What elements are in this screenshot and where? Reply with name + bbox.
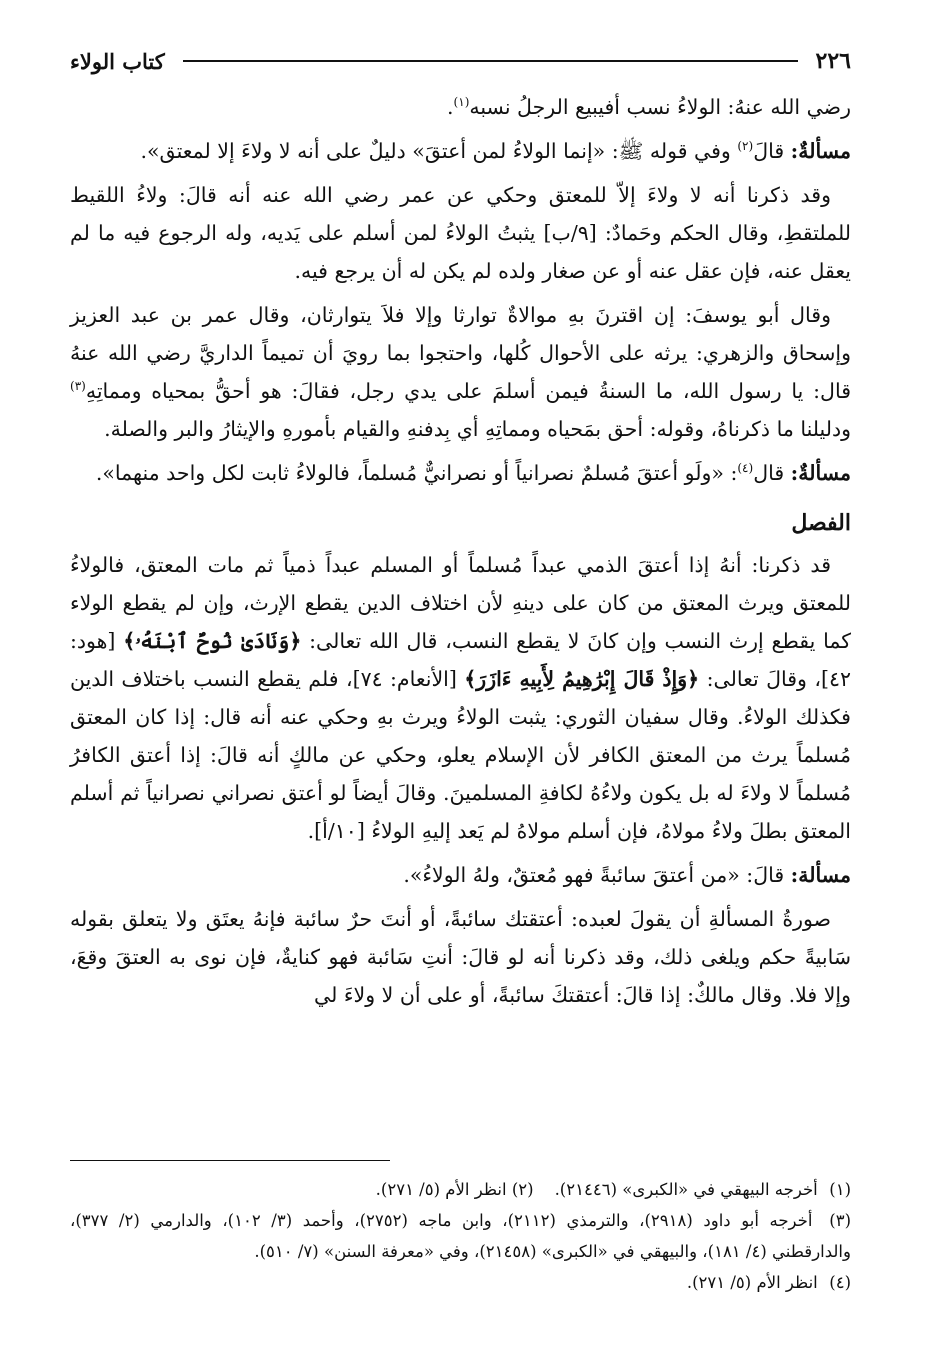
masala-label: مسألة: xyxy=(790,863,851,887)
section-title: الفصل xyxy=(791,510,851,536)
paragraph: مسألةٌ: قالَ$^{(٢)}$ وفي قوله ﷺ: «إنما الولاءُ لمن أعتقَ» دليلٌ على أنه لا ولاءَ إلا لمعتق». xyxy=(140,139,851,163)
footnote-ref: (٢) xyxy=(737,139,754,154)
paragraph: وقال أبو يوسفَ: إن اقترنَ بهِ موالاةٌ توارثا وإلا فلاَ يتوارثان، وقال عمر بن عبد العزيز وإسحاق والزهري: يرثه على الأحوال كُلها، واحتجوا بما رويَ أن تميماً الداريَّ رضي الله عنهُ قال: يا رسول الله، ما السنةُ فيمن أسلمَ على يدي رجل، فقالَ: هو أحقُّ بمحياه ومماتِهِ$^{(٣)}$ ودليلنا ما ذكرناهُ، وقوله: أحق بمَحياه ومماتِهِ أي بِدفنهِ والقيام بأمورهِ والإيثارُ والبر والصلة. xyxy=(70,303,851,441)
page-header xyxy=(70,44,851,78)
paragraph: مسألة: قالَ: «من أعتقَ سائبةً فهو مُعتقٌ، ولهُ الولاءُ». xyxy=(403,863,851,887)
paragraph: صورةُ المسألةِ أن يقولَ لعبده: أعتقتك سائبةً، أو أنتَ حرٌ سائبة فإنهُ يعتَق ولا يتعلق بقوله سَابيةً حكم ويلغى ذلك، وقد ذكرنا أنه لو قالَ: أنتِ سَائبة فهو كنايةٌ، فإن نوى به العتقَ وقعَ، وإلا فلا. وقال مالكٌ: إذا قالَ: أعتقتكَ سائبةً، أو على أن لا ولاءَ لي xyxy=(70,907,851,1007)
paragraph: وقد ذكرنا أنه لا ولاءَ إلاّ للمعتق وحكي عن عمر رضي الله عنه أنه قالَ: ولاءُ اللقيط للملتقطِ، وقال الحكم وحَمادٌ: [٩/ب] يثبتُ الولاءُ لمن أسلم على يَديه، وله الرجوع فيه ما لم يعقل عنه، فإن عقل عنه أو عن صغار ولده لم يكن له أن يرجع فيه. xyxy=(70,183,851,283)
quran-verse: ﴿وَإِذْ قَالَ إِبْرَٰهِيمُ لِأَبِيهِ ءَازَرَ﴾ xyxy=(464,667,700,691)
footnotes xyxy=(70,1160,851,1298)
footnote-ref: (١) xyxy=(453,95,470,110)
footnote: (٣) أخرجه أبو داود (٢٩١٨)، والترمذي (٢١١٢)، وابن ماجه (٢٧٥٢)، وأحمد (٣/ ١٠٢)، والدارمي (٢/ ٣٧٧)، والدارقطني (٤/ ١٨١)، والبيهقي في «الكبرى» (٢١٤٥٨)، وفي «معرفة السنن» (٧/ ٥١٠). xyxy=(70,1211,851,1261)
masala-label: مسألةٌ: xyxy=(790,461,851,485)
footnote: (٤) انظر الأم (٥/ ٢٧١). xyxy=(686,1273,851,1292)
paragraph: رضي الله عنهُ: الولاءُ نسب أفيبيع الرجلُ نسبه$^{(١)}$. xyxy=(447,95,851,119)
book-page xyxy=(70,44,851,1020)
footnote: (١) أخرجه البيهقي في «الكبرى» (٢١٤٤٦). (٢) انظر الأم (٥/ ٢٧١). xyxy=(375,1180,851,1199)
masala-label: مسألةٌ: xyxy=(790,139,851,163)
book-title: كتاب الولاء xyxy=(70,48,165,74)
footnote-ref: (٣) xyxy=(70,379,86,394)
quran-verse: ﴿وَنَادَىٰ نُوحٌ ٱبْنَهُۥ﴾ xyxy=(123,629,302,653)
paragraph: قد ذكرنا: أنهُ إذا أعتقَ الذمي عبداً مُسلماً أو المسلم عبداً ذمياً ثم مات المعتق، فالولاءُ للمعتق ويرث المعتق من كان على دينهِ لأن اختلاف الدين يقطع الإرث، وإن لم يقطع الولاء كما يقطع إرث النسب وإن كانَ لا يقطع النسب، قال الله تعالى: ﴿وَنَادَىٰ نُوحٌ ٱبْنَهُۥ﴾ [هود: ٤٢]، وقالَ تعالى: ﴿وَإِذْ قَالَ إِبْرَٰهِيمُ لِأَبِيهِ ءَازَرَ﴾ [الأنعام: ٧٤]، فلم يقطع النسب باختلاف الدين فكذلك الولاءُ. وقال سفيان الثوري: يثبت الولاءُ ويرث بهِ وحكي عنه أنه قال: إذا كان المعتق مُسلماً يرث من المعتق الكافر لأن الإسلام يعلو، وحكي عن مالكٍ أنه قالَ: إذا أعتق الكافرُ مُسلماً لا ولاءَ له بل يكون ولاءُهُ لكافةِ المسلمينَ. وقالَ أيضاً لو أعتق نصراني نصرانياً ثم أسلم المعتق بطلَ ولاءُ مولاهُ، فإن أسلم مولاهُ لم يَعد إليهِ الولاءُ [١٠/أ]. xyxy=(70,553,851,843)
page-number: ٢٢٦ xyxy=(815,48,851,74)
paragraph: مسألةٌ: قال$^{(٤)}$: «ولَو أعتقَ مُسلمٌ نصرانياً أو نصرانيٌّ مُسلماً، فالولاءُ ثابت لكل واحد منهما». xyxy=(95,461,851,485)
footnote-ref: (٤) xyxy=(737,461,754,476)
footnote-rule xyxy=(70,1160,390,1161)
header-rule xyxy=(183,60,798,62)
page-body xyxy=(70,88,851,1014)
